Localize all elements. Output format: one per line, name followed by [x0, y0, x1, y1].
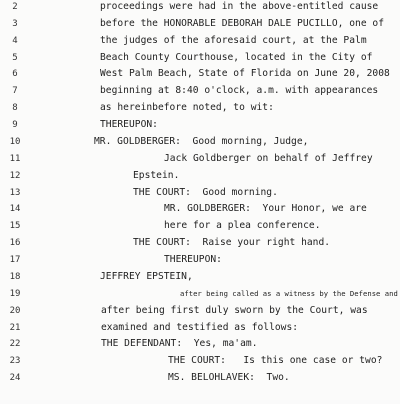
line-text: Epstein.	[133, 169, 180, 181]
transcript-line	[0, 319, 400, 337]
line-number: 5	[12, 52, 18, 63]
transcript-line	[0, 352, 400, 370]
transcript-line	[0, 335, 400, 353]
transcript-line	[0, 268, 400, 286]
transcript-line	[0, 285, 400, 303]
line-text: MR. GOLDBERGER: Your Honor, we are	[164, 203, 367, 215]
line-number: 24	[9, 373, 21, 384]
line-text: proceedings were had in the above-entitled cause	[100, 1, 379, 12]
transcript-line	[0, 15, 400, 33]
transcript-line	[0, 184, 400, 202]
transcript-line	[0, 167, 400, 185]
line-text: THE DEFENDANT: Yes, ma'am.	[101, 338, 258, 350]
line-text: the judges of the aforesaid court, at the Palm	[100, 34, 367, 46]
line-number: 18	[9, 271, 21, 282]
line-number: 14	[9, 204, 21, 215]
transcript-line	[0, 116, 400, 134]
line-number: 10	[9, 136, 21, 147]
line-text: Jack Goldberger on behalf of Jeffrey	[164, 152, 373, 164]
transcript-line	[0, 386, 400, 404]
line-text: beginning at 8:40 o'clock, a.m. with appearances	[100, 85, 379, 97]
line-number: 8	[12, 103, 18, 114]
transcript-line	[0, 302, 400, 320]
line-text: THEREUPON:	[164, 254, 222, 266]
transcript-line	[0, 65, 400, 83]
line-number: 19	[9, 288, 21, 299]
line-number: 13	[9, 187, 21, 198]
line-number: 15	[9, 221, 21, 232]
line-text: West Palm Beach, State of Florida on June 20, 2008	[100, 68, 390, 80]
line-text: MS. BELOHLAVEK: Two.	[168, 372, 290, 384]
line-text: JEFFREY EPSTEIN,	[100, 270, 193, 282]
line-number: 20	[9, 305, 21, 316]
line-text: THE COURT: Good morning.	[133, 186, 278, 198]
line-number: 21	[9, 322, 21, 333]
line-text: THEREUPON:	[100, 119, 158, 131]
line-text: examined and testified as follows:	[101, 321, 299, 333]
line-number: 23	[9, 356, 21, 367]
line-text: before the HONORABLE DEBORAH DALE PUCILLO, one of	[100, 17, 384, 29]
transcript-line	[0, 251, 400, 269]
line-text: as hereinbefore noted, to wit:	[100, 102, 274, 114]
line-number: 22	[9, 339, 21, 350]
line-number: 17	[9, 255, 21, 266]
transcript-line	[0, 200, 400, 218]
line-number: 6	[12, 69, 18, 80]
transcript-line	[0, 0, 400, 16]
transcript-line	[0, 217, 400, 235]
transcript-line	[0, 82, 400, 100]
line-text: Beach County Courthouse, located in the City of	[100, 51, 373, 63]
line-number: 12	[9, 170, 21, 181]
transcript-line	[0, 99, 400, 117]
line-text: MR. GOLDBERGER: Good morning, Judge,	[94, 135, 309, 147]
transcript-line	[0, 133, 400, 151]
line-text: after being first duly sworn by the Court, was	[101, 304, 368, 316]
line-number: 16	[9, 238, 21, 249]
line-number: 3	[12, 18, 18, 29]
line-number: 2	[12, 2, 18, 12]
transcript-line	[0, 49, 400, 67]
transcript-line	[0, 234, 400, 252]
line-text: here for a plea conference.	[164, 220, 321, 232]
line-text: THE COURT: Is this one case or two?	[168, 355, 383, 367]
line-number: 7	[12, 86, 18, 97]
transcript-line	[0, 369, 400, 387]
transcript-line	[0, 32, 400, 50]
transcript-line	[0, 150, 400, 168]
line-number: 11	[9, 153, 21, 164]
line-text: THE COURT: Raise your right hand.	[133, 237, 331, 249]
line-number: 4	[12, 35, 18, 46]
line-number: 9	[12, 120, 18, 131]
line-text: after being called as a witness by the Defense and	[180, 288, 398, 298]
